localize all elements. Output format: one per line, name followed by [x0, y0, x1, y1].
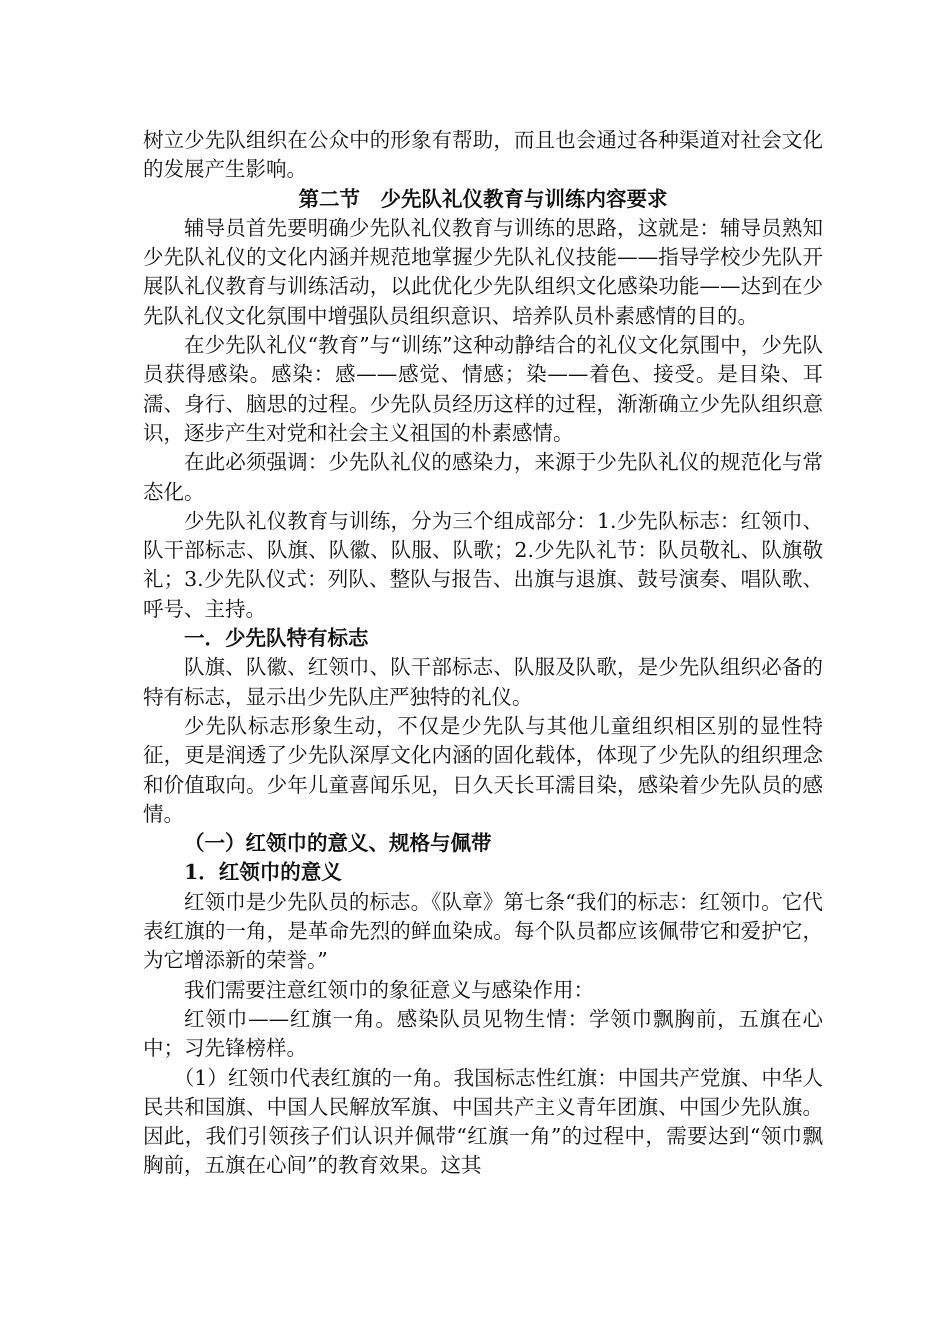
- paragraph-continuation: 树立少先队组织在公众中的形象有帮助，而且也会通过各种渠道对社会文化的发展产生影响。: [143, 128, 823, 182]
- section-heading: 第二节 少先队礼仪教育与训练内容要求: [298, 186, 668, 211]
- paragraph: 少先队标志形象生动，不仅是少先队与其他儿童组织相区别的显性特征，更是润透了少先队深厚文化内涵的固化载体，体现了少先队的组织理念和价值取向。少年儿童喜闻乐见，日久天长耳濡目染，感染着少先队员的感情。: [143, 713, 823, 826]
- subsection-heading: 一．少先队特有标志: [184, 626, 369, 651]
- paragraph: 红领巾——红旗一角。感染队员见物生情：学领巾飘胸前，五旗在心中；习先锋榜样。: [143, 1006, 823, 1061]
- paragraph: 队旗、队徽、红领巾、队干部标志、队服及队歌，是少先队组织必备的特有标志，显示出少先队庄严独特的礼仪。: [143, 655, 823, 709]
- item-heading: 1．红领巾的意义: [184, 860, 342, 885]
- paragraph: 红领巾是少先队员的标志。《队章》第七条“我们的标志：红领巾。它代表红旗的一角，是革命先烈的鲜血染成。每个队员都应该佩带它和爱护它，为它增添新的荣誉。”: [143, 889, 823, 973]
- paragraph: 在少先队礼仪“教育”与“训练”这种动静结合的礼仪文化氛围中，少先队员获得感染。感染：感——感觉、情感；染——着色、接受。是目染、耳濡、身行、脑思的过程。少先队员经历这样的过程，渐渐确立少先队组织意识，逐步产生对党和社会主义祖国的朴素感情。: [143, 333, 823, 445]
- paragraph: 辅导员首先要明确少先队礼仪教育与训练的思路，这就是：辅导员熟知少先队礼仪的文化内涵并规范地掌握少先队礼仪技能——指导学校少先队开展队礼仪教育与训练活动，以此优化少先队组织文化感染功能——达到在少先队礼仪文化氛围中增强队员组织意识、培养队员朴素感情的目的。: [143, 215, 823, 328]
- paragraph: 我们需要注意红领巾的象征意义与感染作用：: [184, 977, 594, 1002]
- document-body: [143, 126, 823, 1181]
- paragraph: 在此必须强调：少先队礼仪的感染力，来源于少先队礼仪的规范化与常态化。: [143, 450, 823, 504]
- subsection-heading: （一）红领巾的意义、规格与佩带: [184, 831, 492, 856]
- paragraph: （1）红领巾代表红旗的一角。我国标志性红旗：中国共产党旗、中华人民共和国旗、中国人民解放军旗、中国共产主义青年团旗、中国少先队旗。因此，我们引领孩子们认识并佩带“红旗一角”的过程中，需要达到“领巾飘胸前，五旗在心间”的教育效果。这其: [143, 1065, 823, 1178]
- paragraph: 少先队礼仪教育与训练，分为三个组成部分：1.少先队标志：红领巾、队干部标志、队旗、队徽、队服、队歌；2.少先队礼节：队员敬礼、队旗敬礼；3.少先队仪式：列队、整队与报告、出旗与退旗、鼓号演奏、唱队歌、呼号、主持。: [143, 508, 823, 621]
